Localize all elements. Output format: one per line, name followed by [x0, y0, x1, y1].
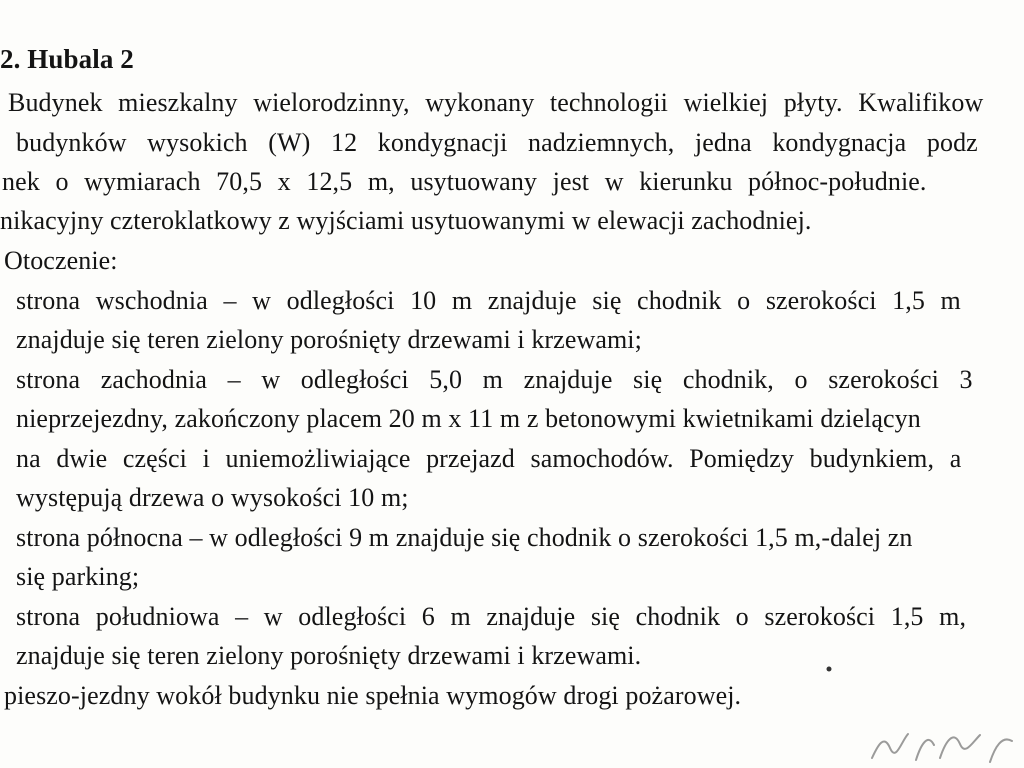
list-item-west-line-4: występują drzewa o wysokości 10 m; — [16, 483, 409, 512]
section-heading: 2. Hubala 2 — [0, 44, 134, 74]
list-item-west-line-1: strona zachodnia – w odległości 5,0 m znajduje się chodnik, o szerokości 3 — [16, 365, 973, 394]
road-conclusion-line: pieszo-jezdny wokół budynku nie spełnia wymogów drogi pożarowej. — [4, 681, 742, 710]
paragraph-line-3: nek o wymiarach 70,5 x 12,5 m, usytuowany jest w kierunku północ-południe. — [2, 167, 927, 196]
list-item-north-line-2: się parking; — [16, 562, 140, 591]
paragraph-line-4: nikacyjny czteroklatkowy z wyjściami usytuowanymi w elewacji zachodniej. — [0, 206, 812, 235]
list-item-south-line-2: znajduje się teren zielony porośnięty drzewami i krzewami. — [16, 641, 642, 670]
list-item-west-line-3: na dwie części i uniemożliwiające przejazd samochodów. Pomiędzy budynkiem, a — [16, 444, 962, 473]
paragraph-line-1: Budynek mieszkalny wielorodzinny, wykonany technologii wielkiej płyty. Kwalifikow — [8, 88, 984, 117]
list-item-north-line-1: strona północna – w odległości 9 m znajduje się chodnik o szerokości 1,5 m,-dalej zn — [16, 523, 913, 552]
ink-dot — [827, 667, 832, 672]
list-item-east-line-1: strona wschodnia – w odległości 10 m znajduje się chodnik o szerokości 1,5 m — [16, 286, 961, 315]
list-item-west-line-2: nieprzejezdny, zakończony placem 20 m x 11 m z betonowymi kwietnikami dzielącyn — [16, 404, 921, 433]
handwritten-mark — [872, 734, 1012, 762]
surroundings-label: Otoczenie: — [4, 246, 118, 275]
paragraph-line-2: budynków wysokich (W) 12 kondygnacji nadziemnych, jedna kondygnacja podz — [16, 128, 978, 157]
list-item-east-line-2: znajduje się teren zielony porośnięty drzewami i krzewami; — [16, 325, 642, 354]
list-item-south-line-1: strona południowa – w odległości 6 m znajduje się chodnik o szerokości 1,5 m, — [16, 602, 967, 631]
